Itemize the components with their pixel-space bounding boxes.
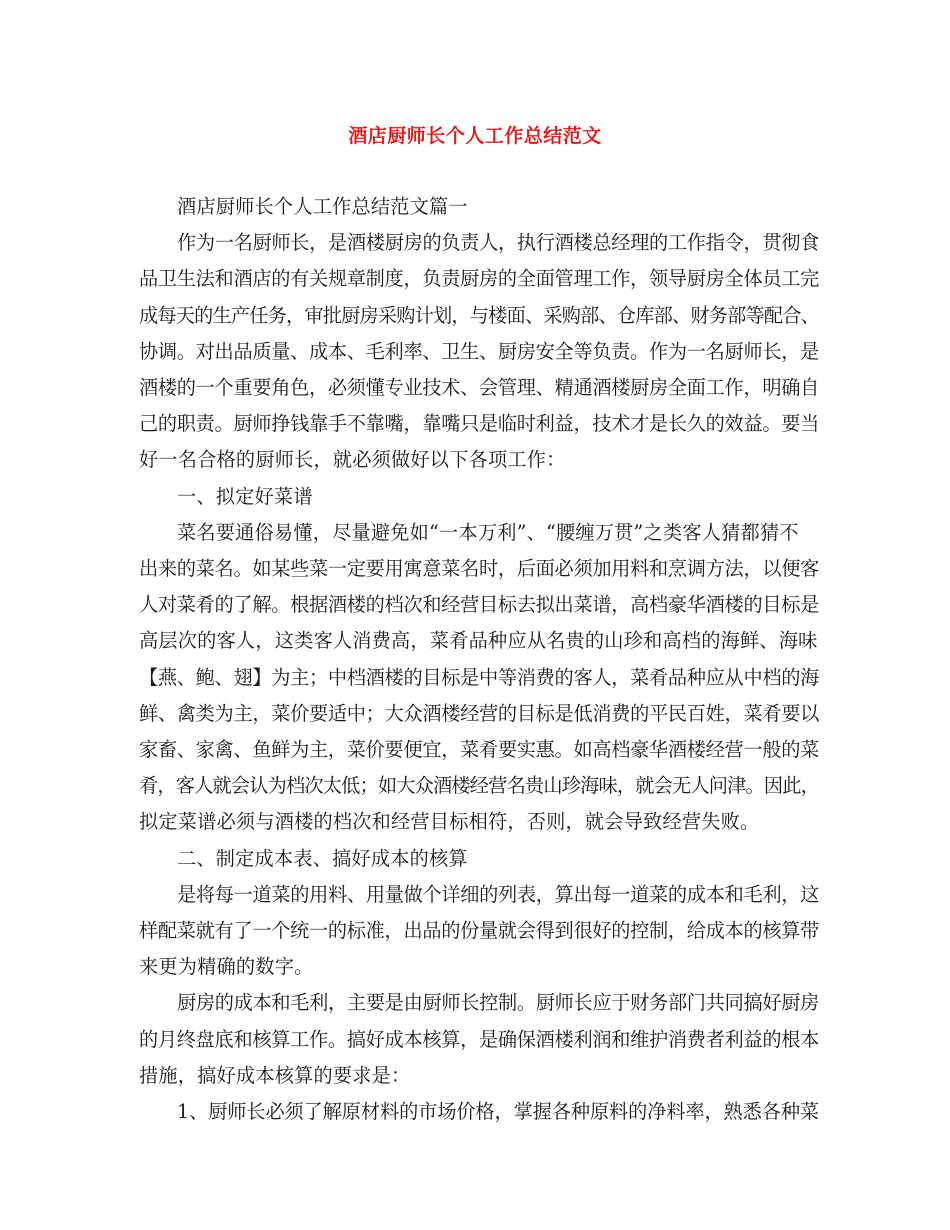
- text-line: 一、拟定好菜谱: [177, 484, 313, 508]
- text-line: 是将每一道菜的用料、用量做个详细的列表，算出每一道菜的成本和毛利，这: [177, 882, 819, 906]
- text-line: 拟定菜谱必须与酒楼的档次和经营目标相符，否则，就会导致经营失败。: [139, 810, 760, 834]
- text-line: 家畜、家禽、鱼鲜为主，菜价要便宜，菜肴要实惠。如高档豪华酒楼经营一般的菜: [139, 738, 819, 762]
- text-line: 1、厨师长必须了解原材料的市场价格，掌握各种原料的净料率，熟悉各种菜: [177, 1100, 819, 1124]
- text-line: 措施，搞好成本核算的要求是：: [139, 1063, 411, 1087]
- text-line: 肴，客人就会认为档次太低；如大众酒楼经营名贵山珍海味，就会无人问津。因此，: [139, 774, 819, 798]
- text-line: 酒楼的一个重要角色，必须懂专业技术、会管理、精通酒楼厨房全面工作，明确自: [139, 376, 819, 400]
- text-line: 协调。对出品质量、成本、毛利率、卫生、厨房安全等负责。作为一名厨师长，是: [139, 339, 819, 363]
- text-line: 鲜、禽类为主，菜价要适中；大众酒楼经营的目标是低消费的平民百姓，菜肴要以: [139, 701, 819, 725]
- text-line: 己的职责。厨师挣钱靠手不靠嘴，靠嘴只是临时利益，技术才是长久的效益。要当: [139, 412, 819, 436]
- document-title: 酒店厨师长个人工作总结范文: [348, 125, 602, 147]
- text-line: 人对菜肴的了解。根据酒楼的档次和经营目标去拟出菜谱，高档豪华酒楼的目标是: [139, 593, 819, 617]
- text-line: 出来的菜名。如某些菜一定要用寓意菜名时，后面必须加用料和烹调方法，以便客: [139, 557, 819, 581]
- text-line: 来更为精确的数字。: [139, 955, 314, 979]
- text-line: 高层次的客人，这类客人消费高，菜肴品种应从名贵的山珍和高档的海鲜、海味: [139, 629, 818, 653]
- text-line: 好一名合格的厨师长，就必须做好以下各项工作：: [139, 448, 566, 472]
- text-line: 二、制定成本表、搞好成本的核算: [177, 846, 468, 870]
- text-line: 样配菜就有了一个统一的标准，出品的份量就会得到很好的控制，给成本的核算带: [139, 919, 819, 943]
- document-body: [139, 189, 819, 1130]
- text-line: 作为一名厨师长，是酒楼厨房的负责人，执行酒楼总经理的工作指令，贯彻食: [177, 231, 819, 255]
- text-line: 厨房的成本和毛利，主要是由厨师长控制。厨师长应于财务部门共同搞好厨房: [177, 991, 819, 1015]
- text-line: 品卫生法和酒店的有关规章制度，负责厨房的全面管理工作，领导厨房全体员工完: [139, 267, 819, 291]
- text-line: 的月终盘底和核算工作。搞好成本核算，是确保酒楼利润和维护消费者利益的根本: [139, 1027, 819, 1051]
- text-line: 【燕、鲍、翅】为主；中档酒楼的目标是中等消费的客人，菜肴品种应从中档的海: [139, 665, 819, 689]
- text-line: 成每天的生产任务，审批厨房采购计划，与楼面、采购部、仓库部、财务部等配合、: [139, 303, 819, 327]
- text-line: 酒店厨师长个人工作总结范文篇一: [177, 195, 468, 218]
- text-line: 菜名要通俗易懂，尽量避免如“一本万利”、“腰缠万贯”之类客人猜都猜不: [177, 520, 799, 544]
